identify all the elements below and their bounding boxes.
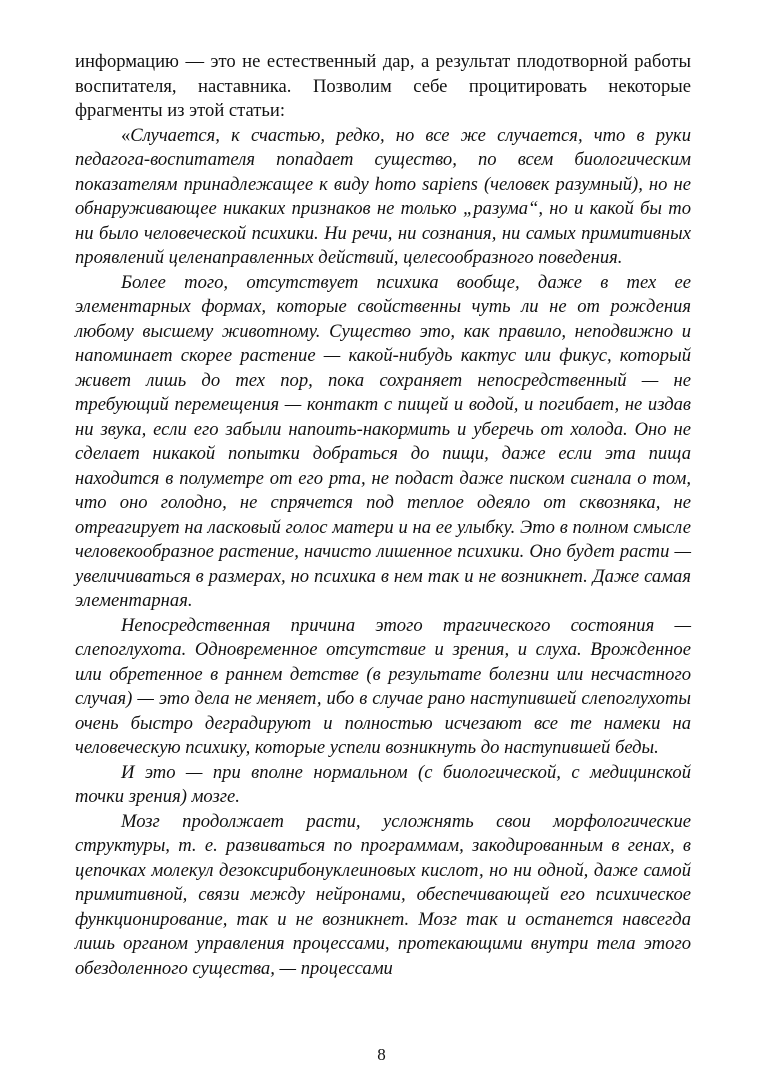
paragraph-quote-2: Более того, отсутствует психика вообще, даже в тех ее элементарных формах, которые свойственны чуть ли не от рождения любому высшему животному. Существо это, как правило, неподвижно и напоминает скорее растение — какой-нибудь кактус или фикус, который живет лишь до тех пор, пока сохраняет непосредственный — не требующий перемещения — контакт с пищей и водой, и погибает, не издав ни звука, если его забыли напоить-накормить и уберечь от холода. Оно не сделает никакой попытки добраться до пищи, даже если эта пища находится в полуметре от его рта, не подаст даже писком сигнала о том, что оно голодно, не спрячется под теплое одеяло от сквозняка, не отреагирует на ласковый голос матери и на ее улыбку. Это в полном смысле человекообразное растение, начисто лишенное психики. Оно будет расти — увеличиваться в размерах, но психика в нем так и не возникнет. Даже самая элементарная. — [75, 271, 691, 611]
quote-text: Случается, к счастью, редко, но все же случается, что в руки педагога-воспитателя попадает существо, по всем биологическим показателям принадлежащее к виду homo sapiens (человек разумный), но не обнаруживающее никаких признаков не только „разума“, но и какой бы то ни было человеческой психики. Ни речи, ни сознания, ни самых примитивных проявлений целенаправленных действий, целесообразного поведения. — [75, 124, 691, 268]
page-number: 8 — [377, 1045, 386, 1064]
paragraph-intro: информацию — это не естественный дар, а результат плодотворной работы воспитателя, наставника. Позволим себе процитировать некоторые фрагменты из этой статьи: — [75, 51, 691, 121]
quote-open-mark: « — [121, 124, 131, 146]
paragraph-quote-4: И это — при вполне нормальном (с биологической, с медицинской точки зрения) мозге. — [75, 761, 691, 807]
paragraph-quote-start — [75, 124, 691, 271]
paragraph-quote-5: Мозг продолжает расти, усложнять свои морфологические структуры, т. е. развиваться по программам, закодированным в генах, в цепочках молекул дезоксирибонуклеиновых кислот, но ни одной, даже самой примитивной, связи между нейронами, обеспечивающей его психическое функционирование, так и не возникнет. Мозг так и останется навсегда лишь органом управления процессами, протекающими внутри тела этого обездоленного существа, — процессами — [75, 810, 691, 979]
paragraph-quote-3: Непосредственная причина этого трагического состояния — слепоглухота. Одновременное отсутствие и зрения, и слуха. Врожденное или обретенное в раннем детстве (в результате болезни или несчастного случая) — это дела не меняет, ибо в случае рано наступившей слепоглухоты очень быстро деградируют и полностью исчезают все те намеки на человеческую психику, которые успели возникнуть до наступившей беды. — [75, 614, 691, 758]
page-body — [75, 50, 691, 981]
